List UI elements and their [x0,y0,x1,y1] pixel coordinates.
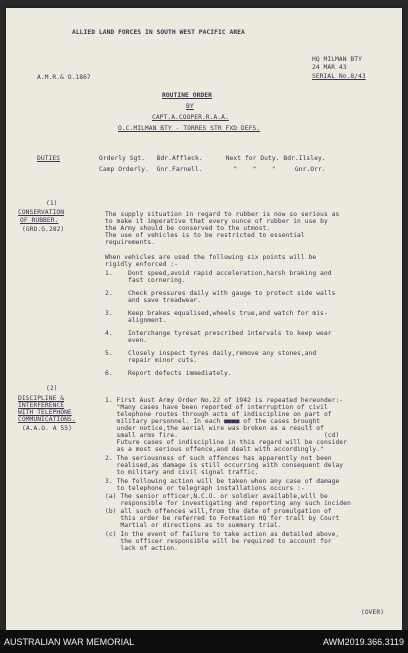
point-text: even. [128,337,148,344]
section-2-line: lack of action. [105,545,178,552]
reference-number: A.M.R.& O.1867 [37,74,91,81]
point-number: 4. [105,330,113,337]
section-2-line: military personnel. In each ■■■■ of the cases brought [105,418,321,425]
section-2-line: 1. First Aust Army Order No.22 of 1942 is repeated hereunder:- [105,397,344,404]
point-number: 1. [105,270,113,277]
section-1-para-line: rigidly enforced :- [105,261,178,268]
section-1-para-line: The supply situation in regard to rubber is now so serious as [105,211,340,218]
section-2-line: the officer responsible will be required to account for [105,538,332,545]
section-2-line: to telephone or telegraph installations occurs :- [105,485,305,492]
order-by: BY [186,103,194,110]
section-2-line: realised,as damage is still occurring with consequent delay [105,462,344,469]
duties-row-1: Orderly Sgt. Bdr.Affleck. Next for Duty. Bdr.Ilsley. [99,155,326,162]
document-classification-title: ALLIED LAND FORCES IN SOUTH WEST PACIFIC AREA [72,29,245,36]
point-text: and save treadwear. [128,297,201,304]
point-text: Interchange tyresat prescribed intervals to keep wear [128,330,332,337]
section-2-line: as a most serious offence,and dealt with accordingly." [105,446,324,453]
document-page [6,8,402,630]
section-2-line: "Many cases have been reported of interruption of civil [105,404,328,411]
section-2-line: Future cases of indiscipline in this regard will be consider [105,439,347,446]
section-2-line: 2. The seriousness of such offences has apparently not been [105,455,332,462]
section-1-heading-3: (GRO.G.282) [22,226,65,233]
section-2-line: this order be referred to Formation HQ for trail by Court [105,515,340,522]
archive-footer [0,630,408,653]
command-line: O.C.MILMAN BTY - TORRES STR FXD DEFS. [118,125,261,132]
point-text: Closely inspect tyres daily,remove any stones,and [128,350,317,357]
order-date: 24 MAR 43 [312,64,347,71]
section-2-line: telephone routes through acts of indiscipline on part of [105,411,332,418]
section-1-para-line: The use of vehicles is to be restricted to essential [105,232,305,239]
officer-name: CAPT.A.COOPER.R.A.A. [152,114,229,121]
section-2-line: (c) In the event of failure to take action as detailed above, [105,531,340,538]
section-2-line: 3. The following action will be taken when any case of damage [105,478,340,485]
section-1-para-line: requirements. [105,239,155,246]
unit-name: HQ MILMAN BTY [312,56,362,63]
section-2-line: (a) The senior officer,N.C.O. or soldier available,will be [105,493,328,500]
section-1-number: (1) [46,200,58,207]
section-1-heading-1: CONSERVATION [18,209,65,216]
serial-number: SERIAL No.8/43 [312,73,366,80]
point-text: Dont speed,avoid rapid acceleration,harsh braking and [128,270,332,277]
point-text: repair minor cuts. [128,357,198,364]
point-number: 5. [105,350,113,357]
section-2-line: to military and civil signal traffic. [105,469,259,476]
section-2-line: small arms fire. (cd) [105,432,340,439]
section-2-ref: (A.A.O. A 55) [22,425,72,432]
section-1-para-line: When vehicles are used the following six points will be [105,254,317,261]
section-2-heading-4: COMMUNICATIONS. [18,416,76,423]
footer-institution: AUSTRALIAN WAR MEMORIAL [4,637,135,647]
point-number: 2. [105,290,113,297]
order-title: ROUTINE ORDER [162,92,212,99]
point-text: Report defects immediately. [128,370,232,377]
section-1-para-line: the Army should be conserved to the utmost. [105,225,271,232]
section-2-heading-2: INTERFERENCE [18,402,65,409]
point-text: alignment. [128,317,167,324]
section-1-para-line: to make it imperative that every ounce of rubber in use by [105,218,328,225]
section-1-heading-2: OF RUBBER. [20,217,59,224]
section-2-heading-3: WITH TELEPHONE [18,409,72,416]
section-2-heading-1: DISCIPLINE & [18,395,65,402]
over-marker: (OVER) [361,609,385,616]
section-2-line: Martial or directions as to summary trial. [105,522,282,529]
section-2-number: (2) [46,385,58,392]
section-2-line: under notice,the aerial wire was broken as a result of [105,425,324,432]
point-text: Keep brakes equalised,wheels true,and watch for mis- [128,310,328,317]
footer-accession-number: AWM2019.366.3119 [322,637,404,647]
point-number: 3. [105,310,113,317]
section-2-line: (b) all such offences will,from the date of promulgation of [105,508,332,515]
point-text: fast cornering. [128,277,186,284]
duties-label: DUTIES [37,155,61,162]
section-2-line: responsible for investigating and reporting any such inciden [105,500,351,507]
point-text: Check pressures daily with gauge to protect side walls [128,290,336,297]
duties-row-2: Camp Orderly. Gnr.Farnell. " " " Gnr.Orr. [99,166,326,173]
point-number: 6. [105,370,113,377]
